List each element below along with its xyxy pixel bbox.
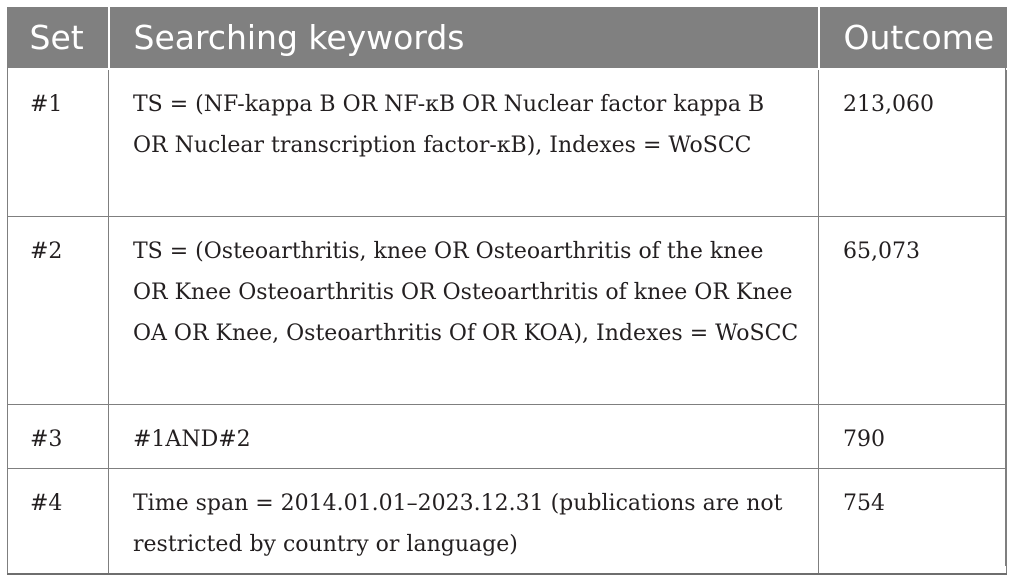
header-set: Set: [8, 7, 109, 69]
header-outcome: Outcome: [819, 7, 1007, 69]
search-strategy-table: [7, 7, 1007, 575]
table-body: [8, 69, 1007, 574]
cell-set: #4: [8, 468, 109, 574]
cell-set: #3: [8, 404, 109, 468]
table-header: [8, 7, 1007, 69]
cell-outcome: 213,060: [819, 69, 1007, 216]
table-row: [8, 69, 1007, 216]
cell-keywords: TS = (Osteoarthritis, knee OR Osteoarthritis of the knee OR Knee Osteoarthritis OR Osteoarthritis of knee OR Knee OA OR Knee, Osteoarthritis Of OR KOA), Indexes = WoSCC: [109, 216, 819, 404]
cell-keywords: TS = (NF-kappa B OR NF-κB OR Nuclear factor kappa B OR Nuclear transcription factor-κB), Indexes = WoSCC: [109, 69, 819, 216]
cell-set: #1: [8, 69, 109, 216]
table-row: [8, 468, 1007, 574]
cell-outcome: 790: [819, 404, 1007, 468]
header-row: [8, 7, 1007, 69]
table-row: [8, 404, 1007, 468]
cell-keywords: Time span = 2014.01.01–2023.12.31 (publications are not restricted by country or language): [109, 468, 819, 574]
cell-outcome: 65,073: [819, 216, 1007, 404]
cell-outcome: 754: [819, 468, 1007, 574]
cell-set: #2: [8, 216, 109, 404]
table-row: [8, 216, 1007, 404]
header-searching-keywords: Searching keywords: [109, 7, 819, 69]
cell-keywords: #1AND#2: [109, 404, 819, 468]
